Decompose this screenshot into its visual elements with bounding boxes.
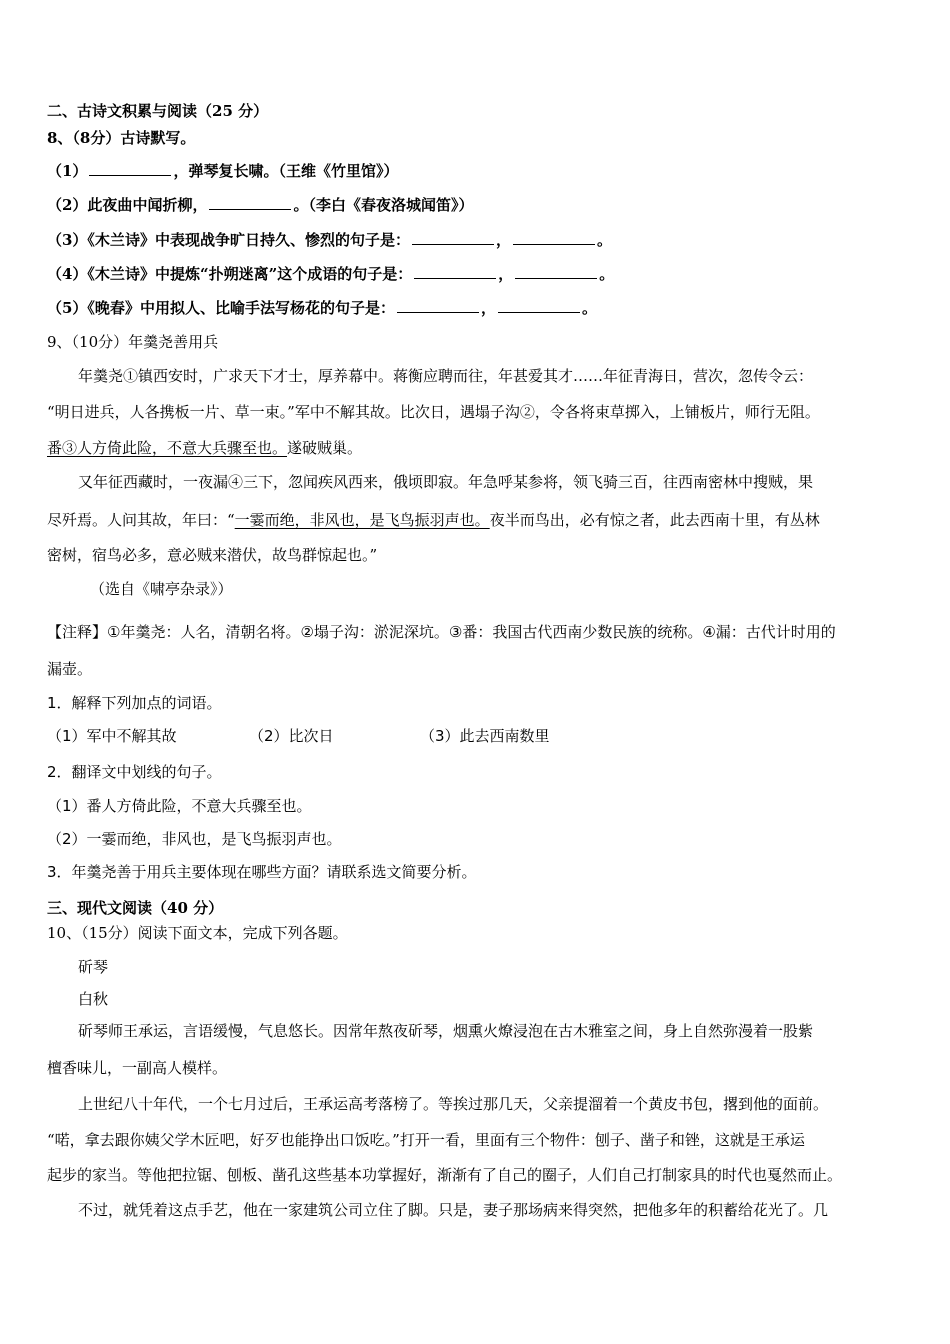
q9-subquestion-1-item-1: （1）军中不解其故	[47, 727, 177, 745]
q9-subquestion-3: 3．年羹尧善于用兵主要体现在哪些方面？请联系选文简要分析。	[47, 863, 477, 881]
q8-item-1-post: ，弹琴复长啸。（王维《竹里馆》）	[173, 162, 399, 180]
q8-label: 8、（8分）古诗默写。	[47, 129, 196, 147]
answer-blank[interactable]	[209, 195, 291, 210]
q9-label: 9、（10分）年羹尧善用兵	[47, 333, 219, 351]
q8-item-2	[47, 195, 473, 215]
q8-item-4-mid: ，	[498, 265, 514, 283]
answer-blank[interactable]	[89, 161, 171, 176]
q10-paragraph-2-line-1: 上世纪八十年代，一个七月过后，王承运高考落榜了。等挨过那几天，父亲提溜着一个黄皮书包，撂到他的面前。	[78, 1095, 829, 1113]
q9-paragraph-1-line-2: “明日进兵，人各携板一片、草一束。”军中不解其故。比次日，遇塌子沟②，令各将束草掷入，上铺板片，师行无阻。	[47, 403, 820, 421]
q10-paragraph-2-line-3: 起步的家当。等他把拉锯、刨板、凿孔这些基本功掌握好，渐渐有了自己的圈子，人们自己打制家具的时代也戛然而止。	[47, 1166, 843, 1184]
q10-paragraph-1-line-2: 檀香味儿，一副高人模样。	[47, 1059, 228, 1077]
answer-blank[interactable]	[515, 264, 597, 279]
q8-item-5-pre: （5）《晚春》中用拟人、比喻手法写杨花的句子是：	[47, 299, 395, 317]
q8-item-4	[47, 264, 614, 284]
q9-source: （选自《啸亭杂录》）	[90, 580, 233, 598]
q10-label: 10、（15分）阅读下面文本，完成下列各题。	[47, 924, 348, 942]
q8-item-1	[47, 161, 398, 181]
q8-item-5-post: 。	[581, 299, 597, 317]
q9-notes-line-1: 【注释】①年羹尧：人名，清朝名将。②塌子沟：淤泥深坑。③番：我国古代西南少数民族的统称。④漏：古代计时用的	[47, 623, 836, 641]
q9-paragraph-2-line-1: 又年征西藏时，一夜漏④三下，忽闻疾风西来，俄顷即寂。年急呼某参将，领飞骑三百，往西南密林中搜贼，果	[78, 473, 814, 491]
article-title: 斫琴	[78, 958, 109, 976]
q8-item-3-post: 。	[596, 231, 612, 249]
q9-paragraph-1-line-3	[47, 438, 362, 458]
section-3-heading: 三、现代文阅读（40 分）	[47, 899, 224, 917]
q8-item-3-pre: （3）《木兰诗》中表现战争旷日持久、惨烈的句子是：	[47, 231, 410, 249]
q8-item-3	[47, 230, 612, 250]
q9-p2-l2-b: 夜半而鸟出，必有惊之者，此去西南十里，有丛林	[489, 511, 820, 529]
underlined-sentence-1: 番③人方倚此险，不意大兵骤至也。	[47, 439, 288, 457]
q9-p1-l3-rest: 遂破贼巢。	[287, 439, 363, 457]
q9-paragraph-2-line-2	[47, 510, 907, 530]
q9-subquestion-2-item-2: （2）一霎而绝，非风也，是飞鸟振羽声也。	[47, 830, 342, 848]
answer-blank[interactable]	[513, 230, 595, 245]
q8-item-5-mid: ，	[480, 299, 496, 317]
answer-blank[interactable]	[397, 298, 479, 313]
answer-blank[interactable]	[498, 298, 580, 313]
q10-paragraph-3-line-1: 不过，就凭着这点手艺，他在一家建筑公司立住了脚。只是，妻子那场病来得突然，把他多年的积蓄给花光了。几	[78, 1201, 829, 1219]
q9-subquestion-1-item-3: （3）此去西南数里	[420, 727, 550, 745]
q8-item-5	[47, 298, 597, 318]
q9-subquestion-2-item-1: （1）番人方倚此险，不意大兵骤至也。	[47, 797, 312, 815]
q9-p2-l2-a: 尽歼焉。人问其故，年曰：“	[47, 511, 235, 529]
q8-item-1-pre: （1）	[47, 162, 88, 180]
section-2-heading: 二、古诗文积累与阅读（25 分）	[47, 102, 269, 120]
q9-subquestion-1: 1．解释下列加点的词语。	[47, 694, 222, 712]
article-author: 白秋	[78, 990, 109, 1008]
q8-item-2-pre: （2）此夜曲中闻折柳，	[47, 196, 208, 214]
q9-subquestion-1-item-2: （2）比次日	[249, 727, 334, 745]
q8-item-3-mid: ，	[495, 231, 511, 249]
underlined-sentence-2: 一霎而绝，非风也，是飞鸟振羽声也。	[234, 511, 490, 529]
q10-paragraph-1-line-1: 斫琴师王承运，言语缓慢，气息悠长。因常年熬夜斫琴，烟熏火燎浸泡在古木雅室之间，身上自然弥漫着一股紫	[78, 1022, 814, 1040]
q9-paragraph-2-line-3: 密树，宿鸟必多，意必贼来潜伏，故鸟群惊起也。”	[47, 546, 378, 564]
q9-notes-line-2: 漏壶。	[47, 660, 93, 678]
answer-blank[interactable]	[412, 230, 494, 245]
answer-blank[interactable]	[414, 264, 496, 279]
q8-item-4-pre: （4）《木兰诗》中提炼“扑朔迷离”这个成语的句子是：	[47, 265, 413, 283]
q9-subquestion-2: 2．翻译文中划线的句子。	[47, 763, 222, 781]
q10-paragraph-2-line-2: “喏，拿去跟你姨父学木匠吧，好歹也能挣出口饭吃。”打开一看，里面有三个物件：刨子、凿子和锉，这就是王承运	[47, 1131, 805, 1149]
q8-item-4-post: 。	[599, 265, 615, 283]
q9-paragraph-1-line-1: 年羹尧①镇西安时，广求天下才士，厚养幕中。蒋衡应聘而往，年甚爱其才……年征青海日，营次，忽传令云：	[78, 367, 814, 385]
q8-item-2-post: 。（李白《春夜洛城闻笛》）	[293, 196, 474, 214]
